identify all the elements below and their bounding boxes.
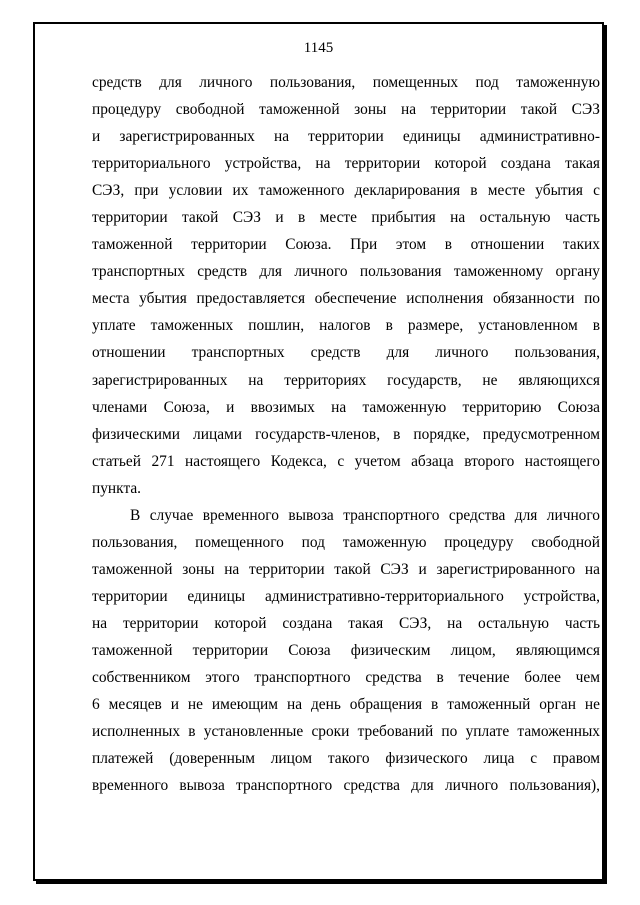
- page-frame: [33, 22, 604, 881]
- paragraph-start-line: В случае временного вывоза транспортного средства для личного: [130, 506, 600, 524]
- text-line: территориального устройства, на территории которой создана такая: [92, 155, 600, 173]
- text-line: места убытия предоставляется обеспечение исполнения обязанности по: [92, 290, 600, 308]
- text-line: 6 месяцев и не имеющим на день обращения в таможенный орган не: [92, 696, 600, 714]
- text-line: уплате таможенных пошлин, налогов в размере, установленном в: [92, 317, 600, 335]
- text-line: статьей 271 настоящего Кодекса, с учетом абзаца второго настоящего: [92, 452, 600, 470]
- text-line: временного вывоза транспортного средства для личного пользования),: [92, 777, 600, 795]
- text-line: транспортных средств для личного пользования таможенному органу: [92, 263, 600, 281]
- document-body: [92, 69, 600, 799]
- text-line: таможенной территории Союза. При этом в отношении таких: [92, 236, 600, 254]
- text-line: средств для личного пользования, помещенных под таможенную: [92, 74, 600, 91]
- text-line: территории единицы административно-территориального устройства,: [92, 587, 600, 605]
- text-line: на территории которой создана такая СЭЗ, на остальную часть: [92, 614, 600, 632]
- text-line: платежей (доверенным лицом такого физического лица с правом: [92, 750, 600, 768]
- text-line: территории такой СЭЗ и в месте прибытия на остальную часть: [92, 209, 600, 227]
- text-line: отношении транспортных средств для личного пользования,: [92, 344, 600, 362]
- text-line: пользования, помещенного под таможенную процедуру свободной: [92, 533, 600, 551]
- text-line: процедуру свободной таможенной зоны на территории такой СЭЗ: [92, 101, 600, 119]
- paragraph-end-line: пункта.: [92, 479, 142, 497]
- text-line: исполненных в установленные сроки требований по уплате таможенных: [92, 723, 600, 741]
- text-line: физическими лицами государств-членов, в порядке, предусмотренном: [92, 425, 600, 443]
- text-line: собственником этого транспортного средства в течение более чем: [92, 669, 600, 687]
- text-line: зарегистрированных на территориях государств, не являющихся: [92, 371, 600, 389]
- text-line: СЭЗ, при условии их таможенного декларирования в месте убытия с: [92, 182, 600, 200]
- text-line: таможенной территории Союза физическим лицом, являющимся: [92, 641, 600, 659]
- text-line: членами Союза, и ввозимых на таможенную территорию Союза: [92, 398, 600, 416]
- page-number: 1145: [303, 40, 334, 56]
- text-line: таможенной зоны на территории такой СЭЗ и зарегистрированного на: [92, 560, 600, 578]
- text-line: и зарегистрированных на территории единицы административно-: [92, 128, 600, 146]
